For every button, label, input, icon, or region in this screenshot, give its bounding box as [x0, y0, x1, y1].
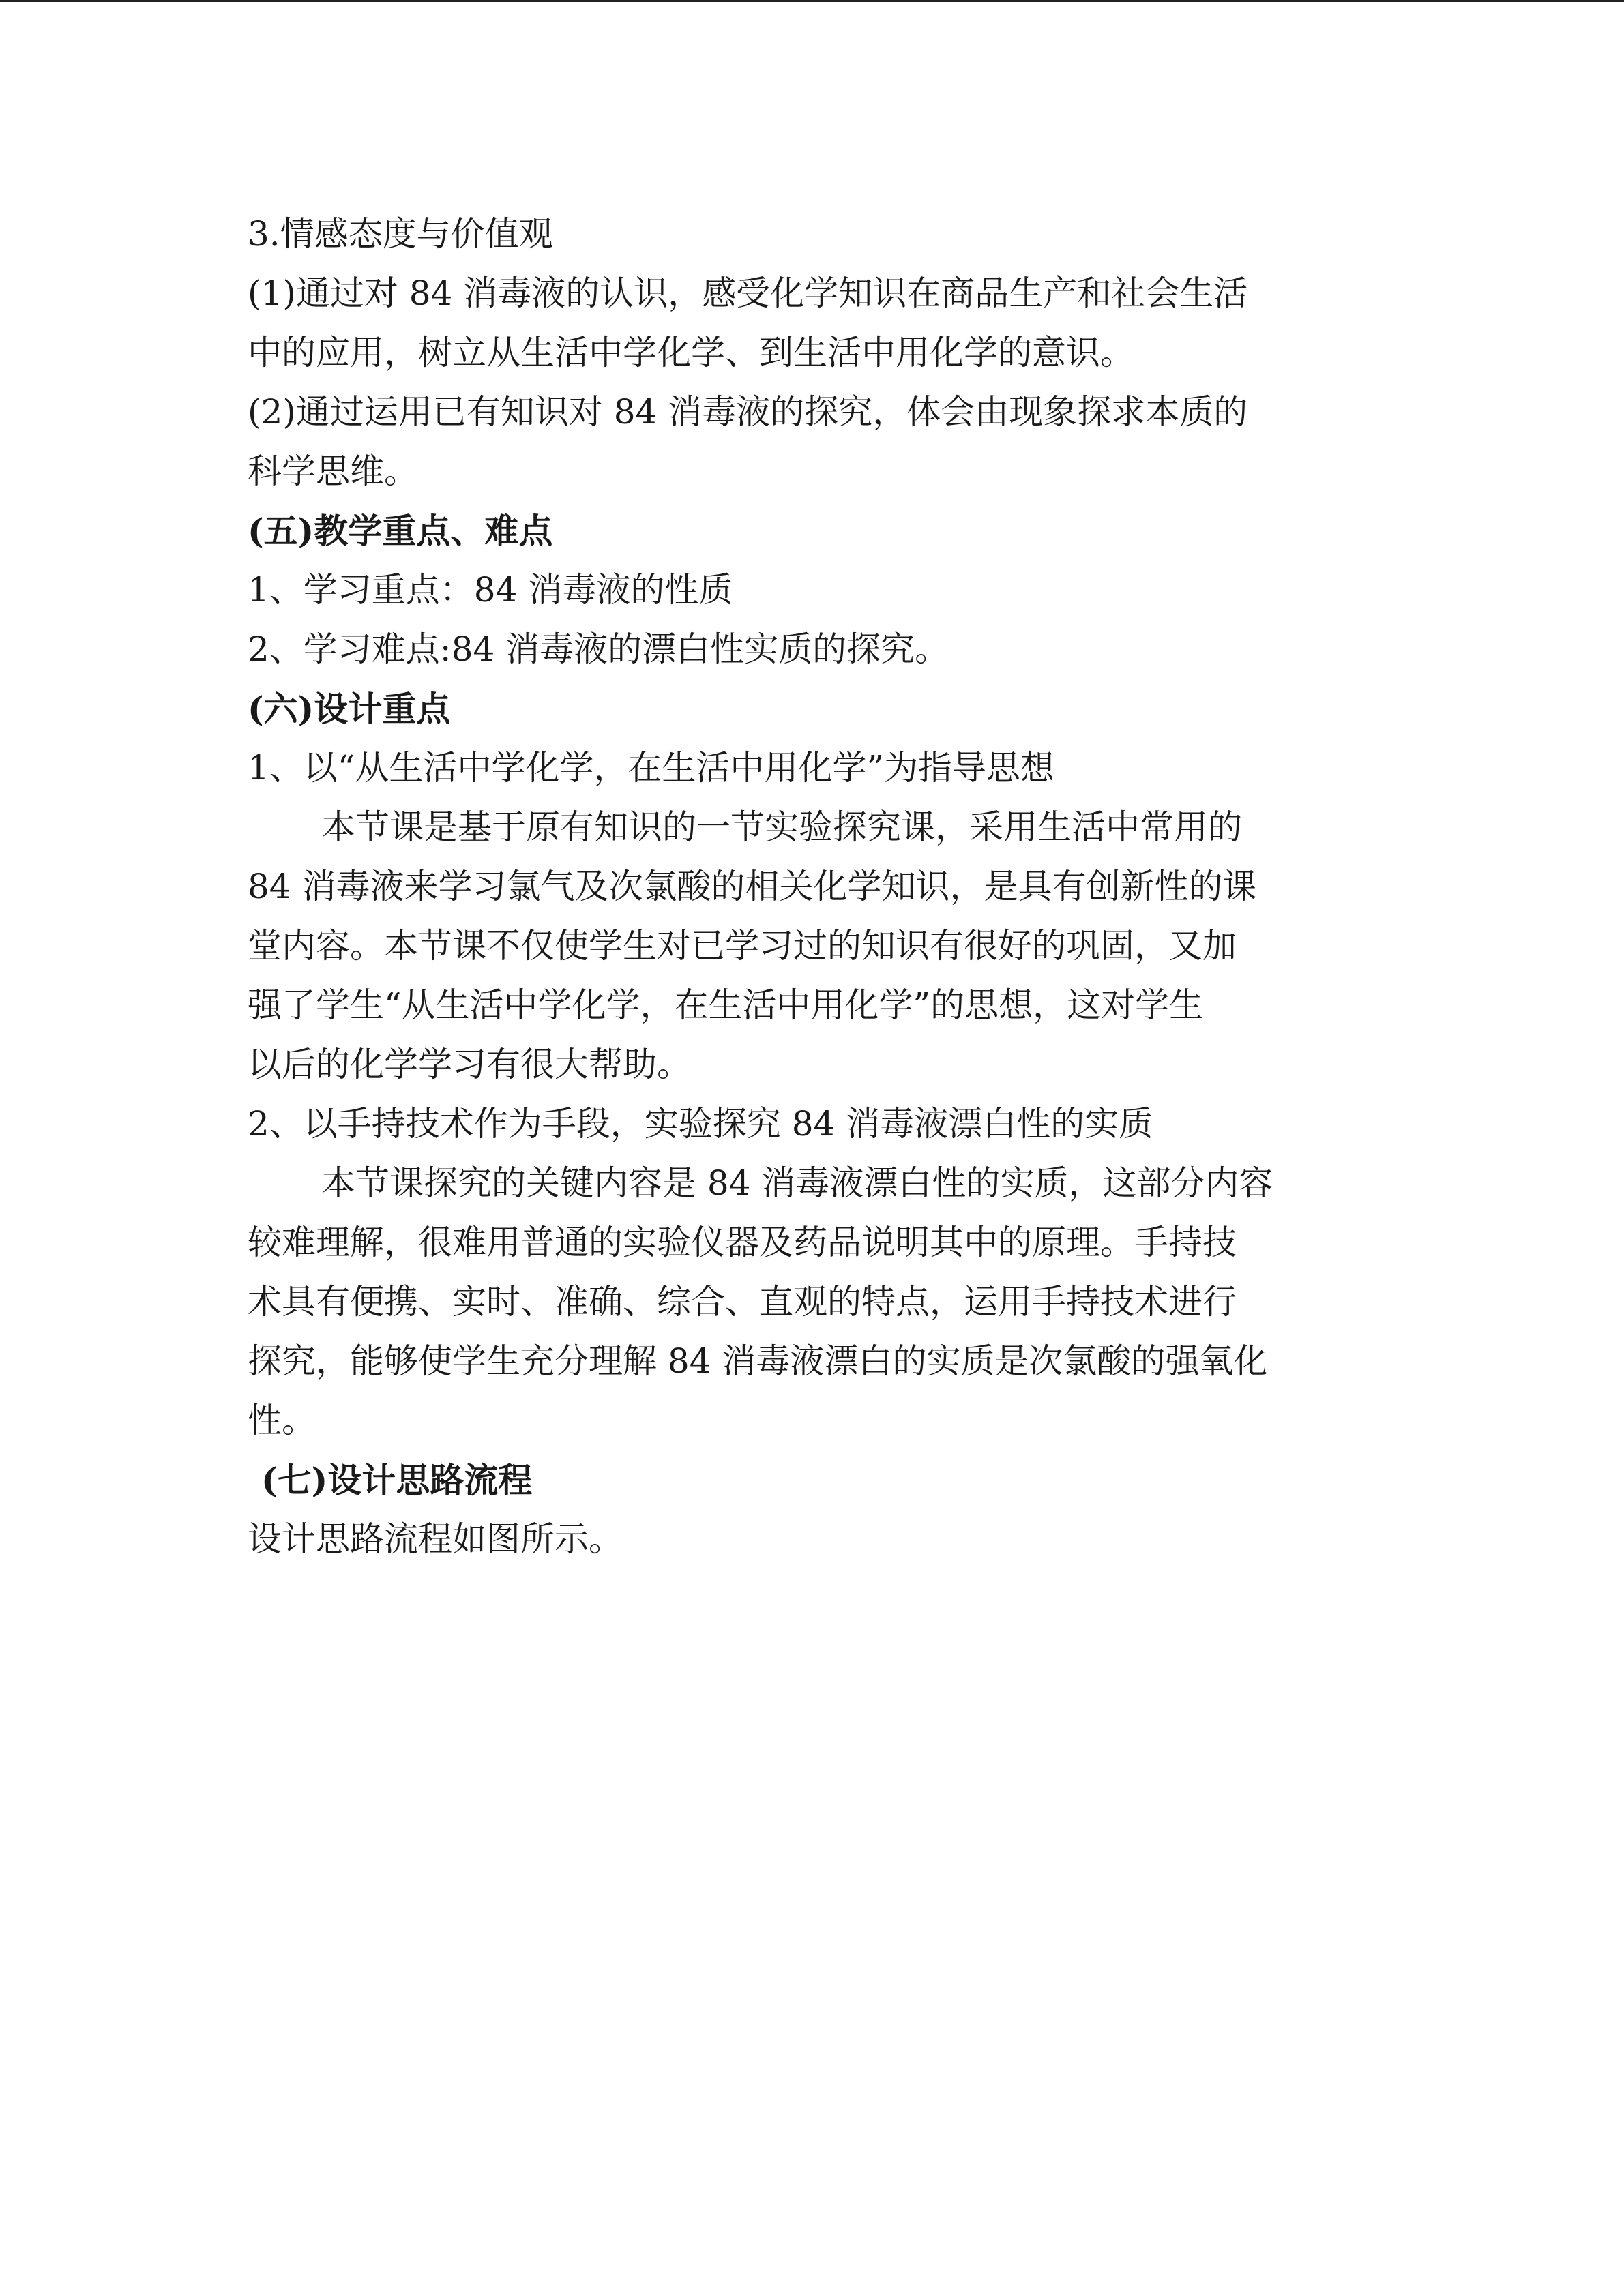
page-top-border: [0, 0, 1624, 2]
section-3-item-1-line-2: 中的应用，树立从生活中学化学、到生活中用化学的意识。: [248, 333, 1134, 372]
section-3-item-2-line-2: 科学思维。: [248, 451, 418, 491]
section-5-item-2: 2、学习难点:84 消毒液的漂白性实质的探究。: [248, 629, 949, 669]
document-body: [248, 205, 1380, 1569]
section-6-paragraph-1-line-2: 84 消毒液来学习氯气及次氯酸的相关化学知识，是具有创新性的课: [248, 867, 1257, 906]
section-3-title: 3.情感态度与价值观: [248, 214, 553, 254]
section-6-paragraph-2-line-2: 较难理解，很难用普通的实验仪器及药品说明其中的原理。手持技: [248, 1223, 1237, 1262]
section-5-heading: (五)教学重点、难点: [248, 511, 553, 551]
section-7-text: 设计思路流程如图所示。: [248, 1519, 623, 1559]
section-5-item-1: 1、学习重点：84 消毒液的性质: [248, 570, 733, 610]
section-6-item-1: 1、以“从生活中学化学，在生活中用化学”为指导思想: [248, 748, 1054, 788]
section-6-heading: (六)设计重点: [248, 689, 451, 729]
section-3-item-2-line-1: (2)通过运用已有知识对 84 消毒液的探究，体会由现象探求本质的: [248, 392, 1248, 432]
section-6-paragraph-1-line-3: 堂内容。本节课不仅使学生对已学习过的知识有很好的巩固，又加: [248, 926, 1237, 966]
paragraph-1-line-1-text: 本节课是基于原有知识的一节实验探究课，采用生活中常用的: [321, 807, 1242, 847]
section-3-item-1-line-1: (1)通过对 84 消毒液的认识，感受化学知识在商品生产和社会生活: [248, 273, 1248, 313]
section-6-paragraph-1-line-4: 强了学生“从生活中学化学，在生活中用化学”的思想，这对学生: [248, 985, 1204, 1025]
section-6-paragraph-2-line-4: 探究，能够使学生充分理解 84 消毒液漂白的实质是次氯酸的强氧化: [248, 1341, 1268, 1381]
section-6-paragraph-2-line-3: 术具有便携、实时、准确、综合、直观的特点，运用手持技术进行: [248, 1282, 1237, 1322]
section-6-paragraph-2-line-1: [248, 1154, 1380, 1213]
section-6-paragraph-1-line-1: [248, 798, 1380, 857]
section-6-item-2: 2、以手持技术作为手段，实验探究 84 消毒液漂白性的实质: [248, 1104, 1153, 1144]
paragraph-2-line-1-text: 本节课探究的关键内容是 84 消毒液漂白性的实质，这部分内容: [321, 1163, 1273, 1203]
section-6-paragraph-2-line-5: 性。: [248, 1401, 316, 1440]
section-6-paragraph-1-line-5: 以后的化学学习有很大帮助。: [248, 1045, 691, 1084]
section-7-heading: (七)设计思路流程: [261, 1460, 533, 1500]
